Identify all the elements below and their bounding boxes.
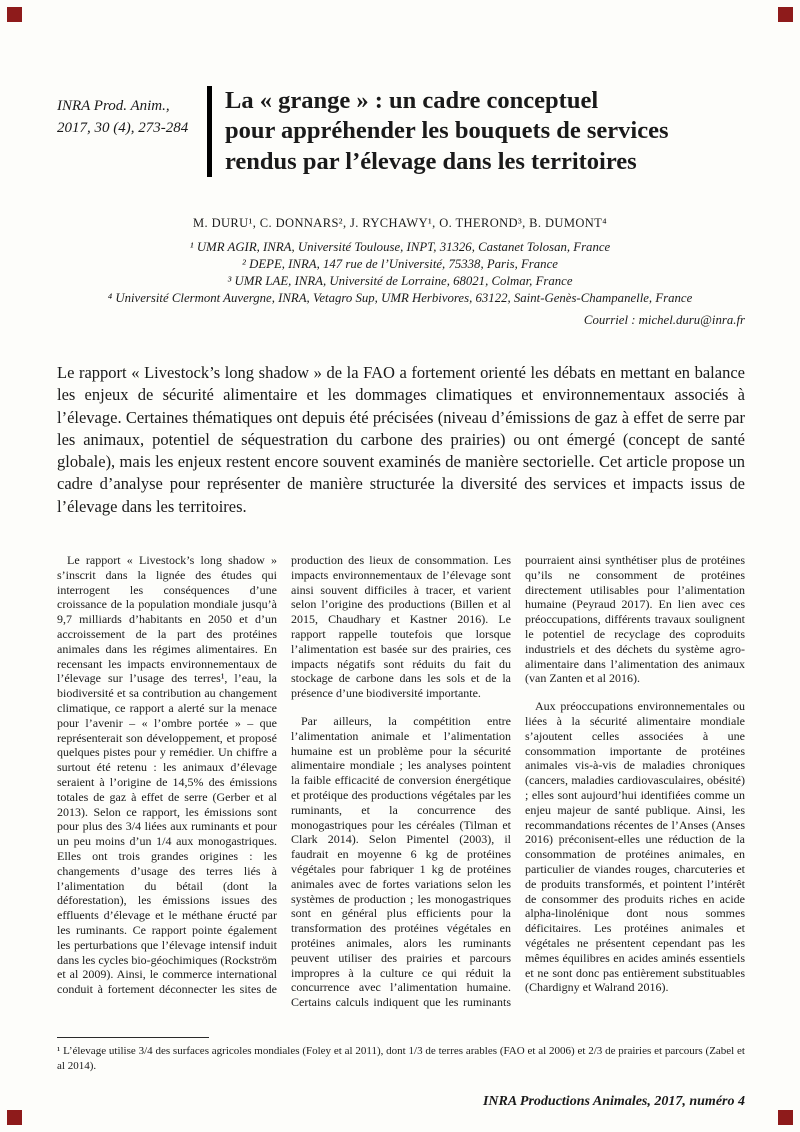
article-title-line: La « grange » : un cadre conceptuel [225, 87, 599, 114]
affiliation: ³ UMR LAE, INRA, Université de Lorraine, 68021, Colmar, France [227, 274, 573, 288]
journal-footer: INRA Productions Animales, 2017, numéro 4 [482, 1094, 745, 1109]
corner-mark [778, 1110, 793, 1125]
body-text [57, 553, 745, 1010]
abstract: Le rapport « Livestock’s long shadow » de la FAO a fortement orienté les débats en mettant en balance les enjeux de sécurité alimentaire et les dommages climatiques et environnementaux associés à l’élevage. Certaines thématiques ont depuis été précisées (niveau d’émissions de gaz à effet de serre par les animaux, potentiel de séquestration du carbone des prairies) ou ont émergé (concept de santé globale), mais les enjeux restent encore souvent examinés de manière sectorielle. Cet article propose un cadre d’analyse pour représenter de manière structurée la diversité des services et impacts issus de l’élevage dans les territoires. [57, 363, 745, 516]
corner-mark [778, 7, 793, 22]
corner-mark [7, 1110, 22, 1125]
article-title-line: pour appréhender les bouquets de services [225, 117, 669, 145]
footnote: ¹ L’élevage utilise 3/4 des surfaces agricoles mondiales (Foley et al 2011), dont 1/3 de terres arables (FAO et al 2006) et 2/3 de prairies et parcours (Zabel et al 2014). [57, 1045, 745, 1072]
body-paragraph: Par ailleurs, la compétition entre l’alimentation animale et l’alimentation humaine est un problème pour la sécurité alimentaire mondiale ; les analyses pointent la faible efficacité de conversion énergétique et protéique des productions végétales par les ruminants, et la concurrence des monogastriques pour les céréales (Tilman et Clark 2014). Selon Pimentel (2003), il faudrait en moyenne 6 kg de protéines végétales pour fabriquer 1 kg de protéines animales avec de fortes variations selon les systèmes de production ; les monogastriques sont en général plus efficients pour la transformation des protéines végétales en protéines animales, alors les ruminants peuvent utiliser des prairies et parcours impropres à la culture ce qui réduit la concurrence avec l’alimentation humaine. Certains calculs indiquent que les ruminants pourraient ainsi synthétiser plus de protéines qu’ils ne consomment de protéines directement utilisables pour l’alimentation humaine (Peyraud 2017). En lien avec ces préoccupations, différents travaux soulignent le potentiel de recyclage des coproduits industriels et des déchets du système agro-alimentaire dans l’alimentation des animaux (van Zanten et al 2016). [291, 553, 745, 1010]
authors-line: M. DURU¹, C. DONNARS², J. RYCHAWY¹, O. THEROND³, B. DUMONT⁴ [193, 216, 607, 230]
affiliation: ⁴ Université Clermont Auvergne, INRA, Vetagro Sup, UMR Herbivores, 63122, Saint-Genès-Champanelle, France [107, 291, 693, 305]
article-title-line: rendus par l’élevage dans les territoires [225, 147, 637, 175]
article-header [57, 86, 760, 177]
journal-citation [57, 86, 207, 140]
corner-mark [7, 7, 22, 22]
authors-block [0, 216, 800, 341]
affiliation: ² DEPE, INRA, 147 rue de l’Université, 75338, Paris, France [242, 257, 558, 271]
affiliation: ¹ UMR AGIR, INRA, Université Toulouse, INPT, 31326, Castanet Tolosan, France [189, 240, 611, 254]
journal-citation-line1: INRA Prod. Anim., [57, 98, 170, 114]
body-paragraph: Aux préoccupations environnementales ou liées à la sécurité alimentaire mondiale s’ajoutent celles associées à une consommation importante de protéines animales vis-à-vis de maladies chroniques (cancers, maladies cardiovasculaires, obésité) ; elles sont aujourd’hui identifiées comme un enjeu majeur de santé publique. Ainsi, les recommandations récentes de l’Anses (Anses 2016) préconisent-elles une réduction de la consommation de protéines animales, en particulier de viandes rouges, charcuteries et de produits transformés, et pointent l’intérêt de consommer des produits riches en acide alpha-linolénique dont nous sommes déficitaires. Les protéines animales et végétales ne présentent cependant pas les mêmes équilibres en acides aminés essentiels et ne sont donc pas entièrement substituables (Chardigny et Walrand 2016). [525, 699, 745, 995]
footnote-divider [57, 1037, 209, 1038]
email-line: Courriel : michel.duru@inra.fr [583, 313, 745, 327]
article-title [207, 86, 669, 177]
journal-citation-line2: 2017, 30 (4), 273-284 [57, 119, 189, 136]
body-paragraph: Le rapport « Livestock’s long shadow » s’inscrit dans la lignée des études qui interrogent les conséquences d’une croissance de la population mondiale jusqu’à 9,7 milliards d’habitants en 2050 et d’un accroissement de la part des protéines animales dans les régimes alimentaires. En recensant les impacts environnementaux de l’élevage sur l’usage des terres¹, l’eau, la biodiversité et sa contribution au changement climatique, ce rapport a alerté sur la menace pour l’avenir – « l’ombre portée » – que représenterait son développement, et proposé quelques pistes pour y remédier. Un chiffre a surtout été retenu : les animaux d’élevage seraient à l’origine de 14,5% des émissions totales de gaz à effet de serre (Gerber et al 2013). Selon ce rapport, les émissions sont pour plus des 3/4 liées aux ruminants et pour un peu moins d’un 1/4 aux monogastriques. Elles ont trois grandes origines : les changements d’usage des terres liés à l’alimentation du bétail (dont la déforestation), les émissions issues des effluents d’élevage et le méthane éructé par les ruminants. Ce rapport pointe également les perturbations que l’élevage intensif induit dans les cycles bio-géochimiques (Rockström et al 2009). Ainsi, le commerce international conduit à fortement déconnecter les sites de production des lieux de consommation. Les impacts environnementaux de l’élevage sont ainsi souvent difficiles à tracer, et varient selon l’origine des productions (Billen et al 2015, Chaudhary et Kastner 2016). Le rapport rappelle toutefois que lorsque l’alimentation est basée sur des prairies, ces impacts négatifs sont réduits du fait du stockage de carbone dans les sols et de la présence d’une biodiversité importante. [57, 553, 511, 997]
